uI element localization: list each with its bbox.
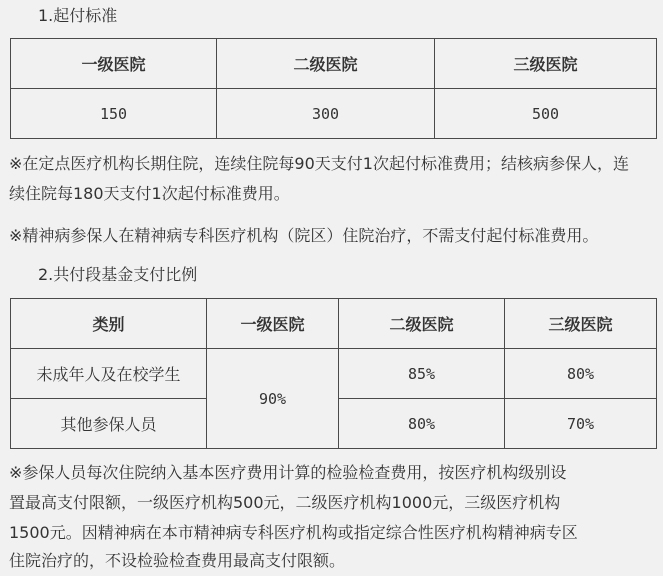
- header-level1: 一级医院: [207, 299, 339, 349]
- header-level3: 三级医院: [505, 299, 657, 349]
- note-inspection-line2: 置最高支付限额，一级医疗机构500元，二级医疗机构1000元，三级医疗机构: [9, 493, 561, 512]
- note-long-stay-line1: ※在定点医疗机构长期住院，连续住院每90天支付1次起付标准费用；结核病参保人，连: [9, 154, 629, 173]
- value-level1: 150: [11, 89, 217, 139]
- deductible-table: [10, 38, 657, 139]
- others-level2-value: 80%: [339, 399, 505, 449]
- note-inspection-line4: 住院治疗的，不设检验检查费用最高支付限额。: [9, 551, 346, 570]
- header-level1: 一级医院: [11, 39, 217, 89]
- copay-ratio-table: [10, 298, 657, 449]
- header-level3: 三级医院: [435, 39, 657, 89]
- minors-level3-value: 80%: [505, 349, 657, 399]
- note-inspection-line3: 1500元。因精神病在本市精神病专科医疗机构或指定综合性医疗机构精神病专区: [9, 523, 578, 542]
- level1-merged-value: 90%: [207, 349, 339, 449]
- section2-heading: 2.共付段基金支付比例: [38, 265, 198, 284]
- value-level2: 300: [217, 89, 435, 139]
- row-category-minors: 未成年人及在校学生: [11, 349, 207, 399]
- header-category: 类别: [11, 299, 207, 349]
- note-psychiatric: ※精神病参保人在精神病专科医疗机构（院区）住院治疗，不需支付起付标准费用。: [9, 226, 599, 245]
- others-level3-value: 70%: [505, 399, 657, 449]
- minors-level2-value: 85%: [339, 349, 505, 399]
- note-inspection-line1: ※参保人员每次住院纳入基本医疗费用计算的检验检查费用，按医疗机构级别设: [9, 463, 567, 482]
- section1-heading: 1.起付标准: [38, 6, 118, 25]
- header-level2: 二级医院: [339, 299, 505, 349]
- header-level2: 二级医院: [217, 39, 435, 89]
- row-category-others: 其他参保人员: [11, 399, 207, 449]
- note-long-stay-line2: 续住院每180天支付1次起付标准费用。: [9, 184, 290, 203]
- value-level3: 500: [435, 89, 657, 139]
